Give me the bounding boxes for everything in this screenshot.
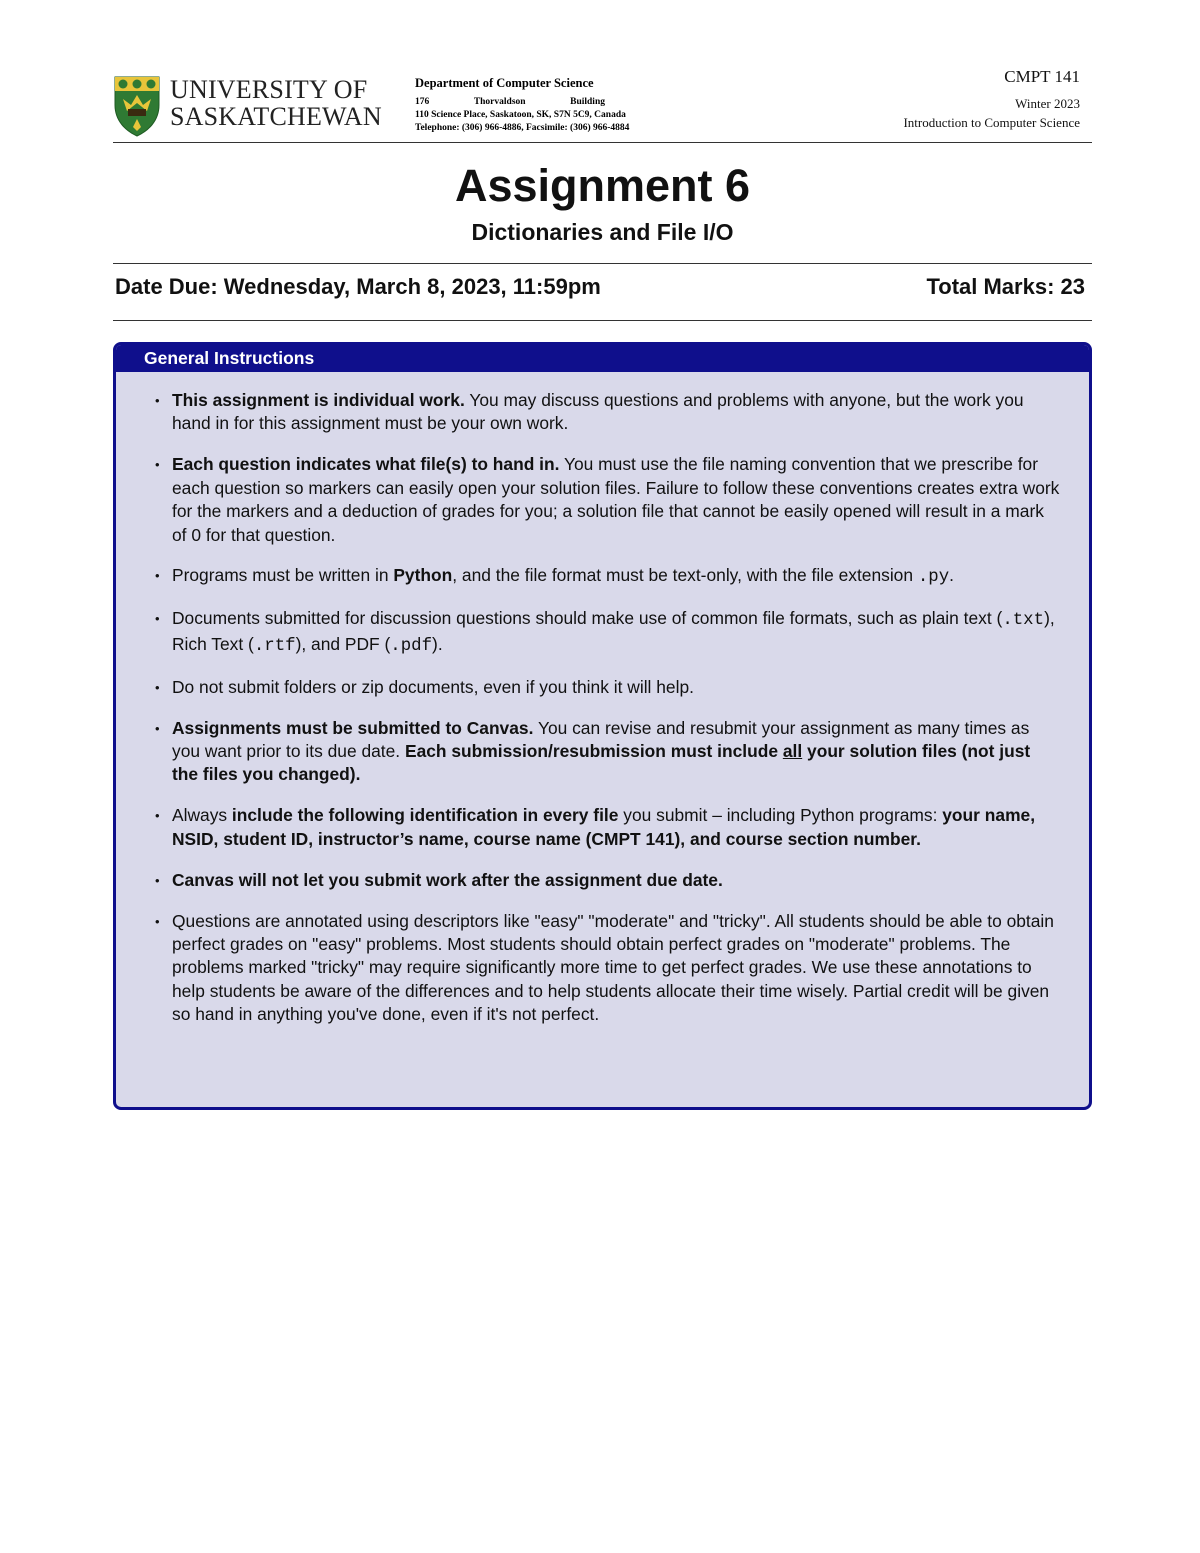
instruction-text: you submit – including Python programs: [618, 805, 943, 826]
instruction-bold: Each question indicates what file(s) to hand in. [172, 454, 560, 475]
address-building-name: Thorvaldson [473, 97, 526, 107]
instruction-bold: Each submission/resubmission must include [404, 740, 783, 761]
course-term: Winter 2023 [1015, 96, 1080, 111]
instruction-text: Programs must be written in [172, 565, 394, 586]
instructions-list [116, 372, 1089, 1027]
instruction-bold: your name, NSID, student ID, instructor’s name, course name (CMPT 141), and course section number. [172, 805, 1036, 849]
instruction-underline: all [782, 740, 803, 761]
instruction-code: .py [917, 568, 950, 588]
page-title: Assignment 6 [454, 160, 751, 211]
instruction-bold: include the following identification in every file [231, 805, 619, 826]
instruction-item-individual-work [172, 389, 1061, 436]
instruction-item-no-zip [172, 676, 1061, 699]
instruction-item-canvas-submission [172, 717, 1061, 787]
page-subtitle: Dictionaries and File I/O [471, 219, 734, 245]
course-info [903, 67, 1080, 131]
address-room: 176 [415, 97, 430, 107]
instruction-code: .txt [1002, 611, 1045, 631]
instruction-text: Questions are annotated using descriptors like "easy" "moderate" and "tricky". All students should be able to obtain perfect grades on "easy" problems. Most students should obtain perfect grades on "moderate" problems. The problems marked "tricky" may require significantly more time to get perfect grades. We use these annotations to help students be aware of the differences and to help students allocate their time wisely. Partial credit will be given so hand in anything you've done, even if it's not perfect. [172, 910, 1054, 1025]
instruction-text: ). [432, 633, 443, 654]
address-building-word: Building [570, 97, 605, 107]
instruction-code: .pdf [390, 636, 433, 656]
title-divider [113, 263, 1092, 264]
instruction-text: ), and PDF ( [295, 633, 391, 654]
instruction-bold: Python [393, 565, 453, 586]
address-line-3: Telephone: (306) 966-4886, Facsimile: (306) 966-4884 [415, 123, 630, 133]
instruction-text: , and the file format must be text-only, with the file extension [452, 565, 918, 586]
instruction-text: You may discuss questions and problems with anyone, but the work you hand in for this assignment must be your own work. [172, 390, 1024, 434]
address-line-2: 110 Science Place, Saskatoon, SK, S7N 5C9, Canada [415, 110, 626, 120]
due-row [115, 274, 1085, 300]
university-name [170, 76, 382, 130]
instruction-item-file-naming [172, 453, 1061, 547]
university-crest-icon [113, 75, 161, 137]
general-instructions-heading: General Instructions [116, 345, 1089, 372]
instruction-item-identification [172, 804, 1061, 851]
instruction-text: Documents submitted for discussion questions should make use of common file formats, such as plain text ( [172, 608, 1003, 629]
instruction-text: ), Rich Text ( [172, 608, 1055, 654]
instruction-item-late-work [172, 869, 1061, 892]
department-block [415, 76, 645, 135]
department-name: Department of Computer Science [415, 76, 594, 90]
instruction-item-file-formats [172, 607, 1061, 658]
department-address [415, 96, 645, 135]
university-name-line1: UNIVERSITY OF [170, 75, 368, 104]
instruction-text: You can revise and resubmit your assignment as many times as you want prior to its due date. [172, 717, 1030, 761]
course-name: Introduction to Computer Science [903, 115, 1080, 130]
instruction-text: . [949, 565, 955, 586]
instruction-item-python [172, 564, 1061, 589]
instruction-bold: Assignments must be submitted to Canvas. [172, 717, 534, 738]
instruction-item-difficulty [172, 910, 1061, 1027]
instruction-text: You must use the file naming convention that we prescribe for each question so markers can easily open your solution files. Failure to follow these conventions creates extra work for the markers and a deduction of grades for you; a solution file that cannot be easily opened will result in a mark of 0 for that question. [172, 454, 1060, 545]
course-code: CMPT 141 [1004, 67, 1080, 86]
total-marks: Total Marks: 23 [926, 274, 1085, 299]
due-date: Date Due: Wednesday, March 8, 2023, 11:59pm [115, 274, 601, 299]
letterhead [113, 67, 1092, 142]
university-name-line2: SASKATCHEWAN [170, 102, 382, 131]
instruction-bold: This assignment is individual work. [172, 390, 465, 410]
instruction-code: .rtf [253, 636, 296, 656]
general-instructions-box [113, 342, 1092, 1110]
instruction-bold: Canvas will not let you submit work after the assignment due date. [172, 869, 723, 890]
address-line-1 [415, 96, 605, 109]
due-divider [113, 320, 1092, 321]
letterhead-divider [113, 142, 1092, 143]
instruction-bold: your solution files (not just the files you changed). [172, 740, 1031, 785]
instruction-text: Always [172, 805, 232, 826]
instruction-text: Do not submit folders or zip documents, even if you think it will help. [172, 676, 694, 697]
